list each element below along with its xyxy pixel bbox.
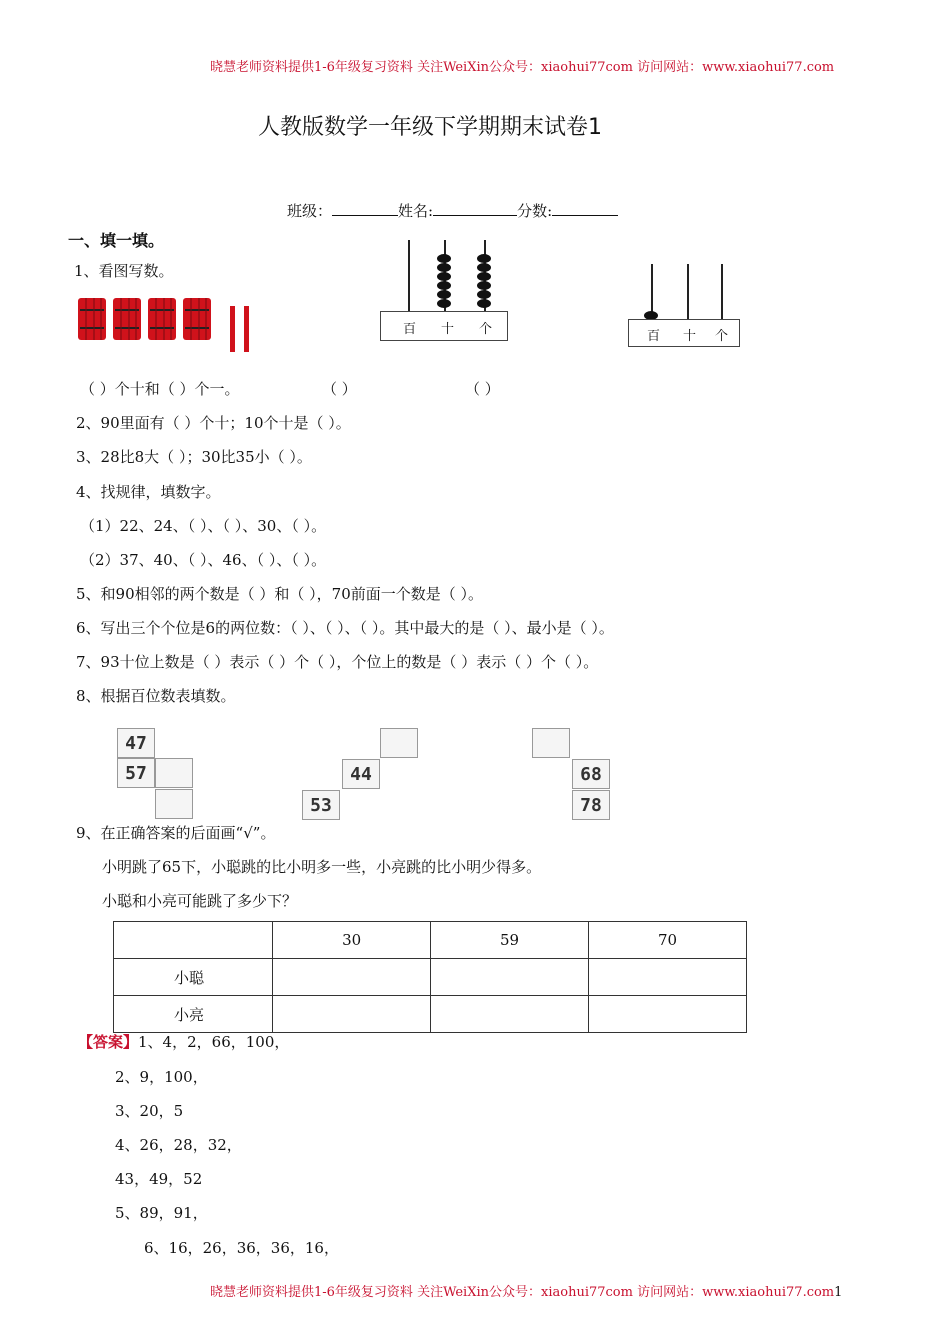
abacus-bead <box>477 299 491 308</box>
name-blank[interactable] <box>433 201 517 216</box>
abacus-bead <box>437 299 451 308</box>
answer-tag: 【答案】 <box>78 1033 139 1051</box>
stick-bundle <box>76 296 108 342</box>
page-title: 人教版数学一年级下学期期末试卷1 <box>258 115 602 140</box>
abacus-bead <box>437 272 451 281</box>
question-6: 6、写出三个个位是6的两位数：（ ）、（ ）、（ ）。其中最大的是（ ）、最小是（ ）。 <box>76 619 614 637</box>
answer-1: 1、4，2，66，100， <box>138 1033 290 1051</box>
score-label: 分数: <box>517 202 553 220</box>
q1-answer-c[interactable]: （ ） <box>465 380 500 398</box>
page-number: 1 <box>834 1285 843 1300</box>
footer-text: 晓慧老师资料提供1-6年级复习资料 关注WeiXin公众号：xiaohui77com 访问网站：www.xiaohui77.com <box>210 1285 835 1300</box>
grid-cell: 57 <box>117 758 155 788</box>
abacus-frame <box>628 319 740 347</box>
abacus-bead <box>477 281 491 290</box>
name-label: 姓名: <box>398 202 434 220</box>
question-1: 1、看图写数。 <box>74 262 174 280</box>
grid-blank-cell[interactable] <box>380 728 418 758</box>
table-row <box>114 996 747 1033</box>
abacus-bead <box>437 254 451 263</box>
abacus-bead <box>437 290 451 299</box>
class-label: 班级： <box>287 202 333 220</box>
jump-table <box>113 921 747 1033</box>
grid-blank-cell[interactable] <box>155 758 193 788</box>
q1-answer-a[interactable]: （ ）个十和（ ）个一。 <box>80 380 240 398</box>
row-label: 小亮 <box>114 996 273 1033</box>
q1-answer-b[interactable]: （ ） <box>322 380 357 398</box>
check-cell[interactable] <box>589 959 747 996</box>
table-header-row <box>114 922 747 959</box>
question-4-2: （2）37、40、（ ）、46、（ ）、（ ）。 <box>80 551 327 569</box>
page-header: 晓慧老师资料提供1-6年级复习资料 关注WeiXin公众号：xiaohui77com 访问网站：www.xiaohui77.com <box>210 60 835 75</box>
abacus-bead <box>437 263 451 272</box>
question-4: 4、找规律，填数字。 <box>76 483 221 501</box>
check-cell[interactable] <box>273 996 431 1033</box>
table-header-cell: 30 <box>273 922 431 959</box>
grid-cell: 68 <box>572 759 610 789</box>
table-header-cell <box>114 922 273 959</box>
grid-cell: 47 <box>117 728 155 758</box>
table-header-cell: 70 <box>589 922 747 959</box>
abacus-bead <box>477 272 491 281</box>
hundreds-label: 百 <box>647 329 661 344</box>
grid-blank-cell[interactable] <box>155 789 193 819</box>
abacus-bead <box>477 263 491 272</box>
answers-line-1 <box>78 1031 289 1052</box>
answer-4b: 43，49，52 <box>115 1170 203 1188</box>
page-footer <box>210 1281 842 1300</box>
grid-empty <box>342 790 380 820</box>
answer-2: 2、9，100， <box>115 1068 208 1086</box>
check-cell[interactable] <box>589 996 747 1033</box>
grid-empty <box>380 759 418 789</box>
check-cell[interactable] <box>431 996 589 1033</box>
grid-cell: 53 <box>302 790 340 820</box>
question-7: 7、93十位上数是（ ）表示（ ）个（ ），个位上的数是（ ）表示（ ）个（ ）。 <box>76 653 599 671</box>
question-8: 8、根据百位数表填数。 <box>76 687 236 705</box>
question-2: 2、90里面有（ ）个十；10个十是（ ）。 <box>76 414 351 432</box>
grid-cell: 78 <box>572 790 610 820</box>
student-info-line <box>287 200 618 221</box>
tens-label: 十 <box>441 322 455 337</box>
table-row <box>114 959 747 996</box>
question-9-line2: 小聪和小亮可能跳了多少下？ <box>102 892 298 910</box>
question-5: 5、和90相邻的两个数是（ ）和（ ），70前面一个数是（ ）。 <box>76 585 484 603</box>
question-9-line1: 小明跳了65下，小聪跳的比小明多一些，小亮跳的比小明少得多。 <box>102 858 542 876</box>
check-cell[interactable] <box>273 959 431 996</box>
abacus-frame <box>380 311 508 341</box>
single-stick <box>244 306 249 352</box>
question-4-1: （1）22、24、（ ）、（ ）、30、（ ）。 <box>80 517 327 535</box>
stick-bundle <box>146 296 178 342</box>
ones-label: 个 <box>479 322 493 337</box>
tens-label: 十 <box>683 329 697 344</box>
ones-label: 个 <box>715 329 729 344</box>
grid-cell: 44 <box>342 759 380 789</box>
abacus-bead <box>437 281 451 290</box>
score-blank[interactable] <box>552 201 618 216</box>
section-heading: 一、填一填。 <box>68 231 165 250</box>
row-label: 小聪 <box>114 959 273 996</box>
table-header-cell: 59 <box>431 922 589 959</box>
check-cell[interactable] <box>431 959 589 996</box>
class-blank[interactable] <box>332 201 398 216</box>
abacus-bead <box>477 290 491 299</box>
grid-blank-cell[interactable] <box>532 728 570 758</box>
single-stick <box>230 306 235 352</box>
answer-6: 6、16，26，36，36，16， <box>144 1239 339 1257</box>
answer-5: 5、89，91， <box>115 1204 208 1222</box>
stick-bundle <box>181 296 213 342</box>
hundreds-label: 百 <box>403 322 417 337</box>
stick-bundle <box>111 296 143 342</box>
question-3: 3、28比8大（ ）；30比35小（ ）。 <box>76 448 312 466</box>
question-9: 9、在正确答案的后面画“√”。 <box>76 824 276 842</box>
answer-4: 4、26，28，32， <box>115 1136 242 1154</box>
abacus-bead <box>477 254 491 263</box>
answer-3: 3、20，5 <box>115 1102 184 1120</box>
